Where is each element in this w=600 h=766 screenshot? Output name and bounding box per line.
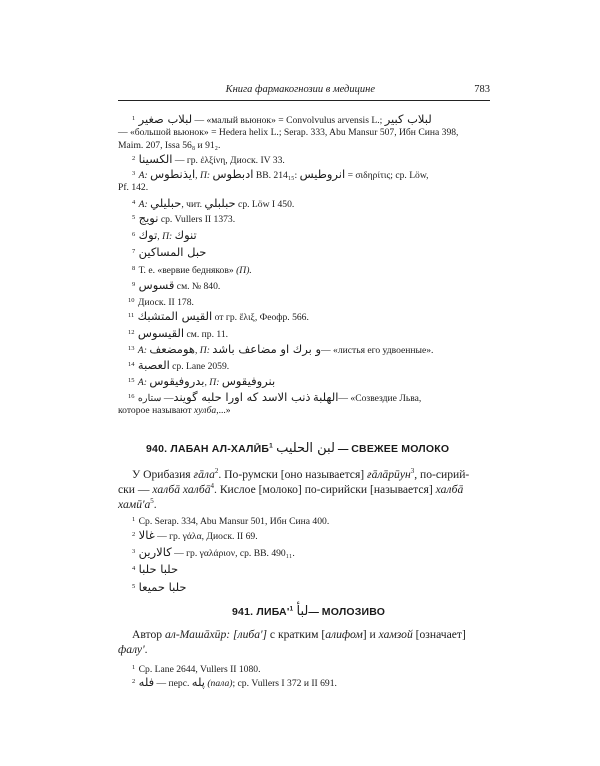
footnote-941-2 xyxy=(118,675,494,690)
arabic-term: لبلاب كبير xyxy=(384,112,432,126)
footnote-9 xyxy=(118,278,494,293)
footnote-940-5 xyxy=(118,580,494,595)
footnote-number: 3 xyxy=(132,170,136,177)
footnote-text: от гр. ἕλιξ, Феофр. 566. xyxy=(212,312,309,323)
footnote-ref: 3 xyxy=(410,467,415,475)
entry-heading-940 xyxy=(146,441,449,456)
footnote-number: 5 xyxy=(132,214,136,221)
footnote-number: 4 xyxy=(132,565,136,572)
body-text: [означает] xyxy=(412,628,466,641)
footnote-number: 14 xyxy=(128,361,135,368)
running-header xyxy=(118,84,490,101)
footnote-text: Диоск. II 178. xyxy=(137,297,194,308)
transliteration: ғāлāрӣун xyxy=(367,467,411,481)
footnote-13: $^{13}$ A: هومضعف, П: و برك او مضاعف باشد— «листья его удвоенные». xyxy=(128,342,434,356)
arabic-term: قسوس xyxy=(138,278,175,292)
arabic-term: الهلبة xyxy=(312,390,339,404)
arabic-term: حبليلي xyxy=(150,196,182,210)
entry-941-text-line-2 xyxy=(118,642,494,657)
footnote-number: 11 xyxy=(128,312,135,319)
body-text: . Кислое [молоко] по-сирийски [называется] xyxy=(214,482,436,496)
footnote-text: Ср. Lane 2644, Vullers II 1080. xyxy=(138,664,261,675)
arabic-term: لبلاب صغير xyxy=(138,112,193,126)
body-text: ] и xyxy=(362,628,379,641)
footnote-ref: 2 xyxy=(214,467,219,475)
footnote-7 xyxy=(118,245,494,260)
footnote-number: 2 xyxy=(132,678,136,685)
arabic-term: و برك او مضاعف باشد xyxy=(212,342,322,356)
body-text: . xyxy=(144,643,148,656)
footnote-number: 15 xyxy=(128,377,135,384)
footnote-text: Ср. Serap. 334, Abu Mansur 501, Ибн Сина 400. xyxy=(138,516,330,527)
footnote-940-1 xyxy=(118,513,494,528)
footnote-number: 7 xyxy=(132,248,136,255)
entry-number: 940. xyxy=(146,443,168,455)
footnote-4 xyxy=(118,196,494,211)
arabic-term: بنروفيقوس xyxy=(221,374,276,388)
footnote-6: $^6$ توك, П: تنوك xyxy=(132,228,197,242)
arabic-term: بدروفيقوس xyxy=(149,374,205,388)
variant-label: П: xyxy=(199,170,211,181)
body-text: , по-сирий- xyxy=(414,467,470,481)
footnote-text: (П). xyxy=(236,265,252,276)
footnote-3-cont: Pf. 142. xyxy=(118,182,149,193)
footnote-text: — гр. ἐλξίνη, Диоск. IV 33. xyxy=(172,155,285,166)
footnote-text: — перс. xyxy=(154,678,192,689)
entry-title: ЛИБА' xyxy=(256,606,290,618)
footnote-940-4 xyxy=(118,562,494,577)
variant-label: A: xyxy=(137,345,147,356)
footnote-number: 2 xyxy=(132,155,136,162)
footnote-number: 16 xyxy=(128,393,135,400)
page-number: 783 xyxy=(474,84,490,95)
footnote-text: , чит. xyxy=(181,199,205,210)
arabic-term: ذنب الاسد كه اورا حلبه گويند xyxy=(173,390,311,404)
footnote-number: 8 xyxy=(132,265,136,272)
footnote-text: — «малый вьюнок» = Convolvulus arvensis L.; xyxy=(192,115,385,126)
footnote-14 xyxy=(118,358,494,373)
body-text: У Орибазия xyxy=(132,467,194,481)
arabic-term: القيسوس xyxy=(137,326,185,340)
entry-translation: — МОЛОЗИВО xyxy=(308,606,386,618)
body-text: . По-румски [оно называется] xyxy=(218,467,368,481)
transliteration: ал-Машāхӣр: [либа'] xyxy=(164,628,268,641)
arabic-term: انروطيس xyxy=(299,167,346,181)
arabic-title: لبن الحليب xyxy=(276,441,335,456)
arabic-term: پله xyxy=(191,675,205,689)
footnote-ref: 1 xyxy=(269,442,273,450)
body-text: с кратким [ xyxy=(267,628,326,641)
footnote-number: 10 xyxy=(128,297,135,304)
arabic-term: توك xyxy=(138,228,158,242)
variant-label: П: xyxy=(162,231,173,242)
entry-941-text-line-1 xyxy=(118,627,494,642)
footnote-text: — гр. γάλα, Диоск. II 69. xyxy=(154,531,258,542)
arabic-term: غالا xyxy=(138,528,155,542)
arabic-term: الكسينا xyxy=(138,152,173,166)
footnote-1-cont2: Maim. 207, Issa 56₈ и 91₂. xyxy=(118,140,221,151)
footnote-text: BB. 214₁₅: xyxy=(253,170,300,181)
arabic-title: لبأ xyxy=(296,604,309,619)
arabic-term: فله xyxy=(138,675,155,689)
arabic-term: هومضعف xyxy=(149,342,195,356)
footnote-text: ср. Vullers II 1373. xyxy=(158,214,236,225)
transliteration: фалу' xyxy=(118,643,145,656)
arabic-term: ايذنطوس xyxy=(150,167,196,181)
arabic-term: كالارين xyxy=(138,545,172,559)
footnote-16 xyxy=(118,390,494,405)
footnote-ref: 5 xyxy=(150,497,154,505)
transliteration: алифом xyxy=(325,628,363,641)
footnote-12 xyxy=(118,326,494,341)
footnote-text: см. пр. 11. xyxy=(184,329,229,340)
footnote-text: хулба xyxy=(194,405,217,416)
entry-940-text-line-3 xyxy=(118,494,494,512)
footnote-number: 1 xyxy=(132,115,136,122)
footnote-1-cont: — «большой вьюнок» = Hedera helix L.; Serap. 333, Abu Mansur 507, Ибн Сина 398, xyxy=(118,127,459,138)
arabic-term: نويج xyxy=(138,211,159,225)
footnote-text: — «Созвездие Льва, xyxy=(338,393,422,404)
arabic-term: حلبا حميعا xyxy=(138,580,187,594)
transliteration: халбā халбā xyxy=(152,482,211,496)
footnote-text: ср. Löw I 450. xyxy=(235,199,295,210)
footnote-number: 6 xyxy=(132,231,136,238)
footnote-number: 2 xyxy=(132,531,136,538)
transliteration: хамзой xyxy=(378,628,413,641)
arabic-term: العصبة xyxy=(137,358,170,372)
footnote-16-cont xyxy=(118,404,494,417)
footnote-2 xyxy=(118,152,494,167)
variant-label: A: xyxy=(137,377,147,388)
arabic-term: تنوك xyxy=(174,228,197,242)
footnote-3: $^3$ A: ايذنطوس, П: ادبطوس BB. 214₁₅: انروطيس = σιδηρίτις; ср. Löw, xyxy=(132,167,429,181)
footnote-ref: 4 xyxy=(210,482,215,490)
footnote-941-1 xyxy=(118,661,494,676)
footnote-text: см. № 840. xyxy=(174,281,221,292)
transliteration: хамӣ'а xyxy=(118,497,151,511)
footnote-number: 4 xyxy=(132,199,136,206)
entry-translation: — СВЕЖЕЕ МОЛОКО xyxy=(337,443,450,455)
variant-label: П: xyxy=(199,345,210,356)
footnote-number: 5 xyxy=(132,583,136,590)
arabic-term: حبلبلي xyxy=(204,196,236,210)
footnote-11 xyxy=(118,309,494,324)
footnote-number: 13 xyxy=(128,345,135,352)
arabic-term: حلبا حلبا xyxy=(138,562,179,576)
footnote-10 xyxy=(118,294,494,309)
footnote-940-2 xyxy=(118,528,494,543)
arabic-term: حبل المساكين xyxy=(138,245,207,259)
arabic-term: القيس المتشبك xyxy=(137,309,213,323)
footnote-text: — ستاره xyxy=(137,393,174,404)
footnote-text: которое называют xyxy=(118,405,194,416)
variant-label: П: xyxy=(209,377,220,388)
running-title: Книга фармакогнозии в медицине xyxy=(225,84,375,95)
variant-label: A: xyxy=(138,199,148,210)
footnote-number: 3 xyxy=(132,548,136,555)
footnote-number: 1 xyxy=(132,516,136,523)
transliteration: ғāла xyxy=(193,467,215,481)
footnote-text: = σιδηρίτις; ср. Löw, xyxy=(345,170,429,181)
footnote-ref: 1 xyxy=(289,605,294,613)
footnote-number: 9 xyxy=(132,281,136,288)
variant-label: A: xyxy=(138,170,148,181)
footnote-8 xyxy=(118,262,494,277)
arabic-term: ادبطوس xyxy=(212,167,254,181)
footnote-15: $^{15}$ A: بدروفيقوس, П: بنروفيقوس xyxy=(128,374,276,388)
entry-heading-941 xyxy=(232,604,385,619)
body-text: Автор xyxy=(132,628,165,641)
body-text: ски — xyxy=(118,482,153,496)
entry-number: 941. xyxy=(232,606,254,618)
footnote-5 xyxy=(118,211,494,226)
footnote-940-3 xyxy=(118,545,494,560)
footnote-text: Т. е. «вервие бедняков» xyxy=(138,265,237,276)
entry-title: ЛАБАН АЛ-ХАЛӢБ xyxy=(170,443,270,455)
footnote-number: 1 xyxy=(132,664,136,671)
footnote-text: (пала) xyxy=(204,678,233,689)
footnote-1 xyxy=(118,112,494,127)
footnote-text: ,...» xyxy=(216,405,231,416)
footnote-text: — «листья его удвоенные». xyxy=(321,345,434,356)
footnote-text: ; ср. Vullers I 372 и II 691. xyxy=(232,678,337,689)
footnote-text: ср. Lane 2059. xyxy=(169,361,230,372)
transliteration: халбā xyxy=(435,482,464,496)
body-text: . xyxy=(153,497,157,511)
footnote-text: — гр. γαλάριον, ср. BB. 490₁₁. xyxy=(171,548,295,559)
footnote-number: 12 xyxy=(128,329,135,336)
